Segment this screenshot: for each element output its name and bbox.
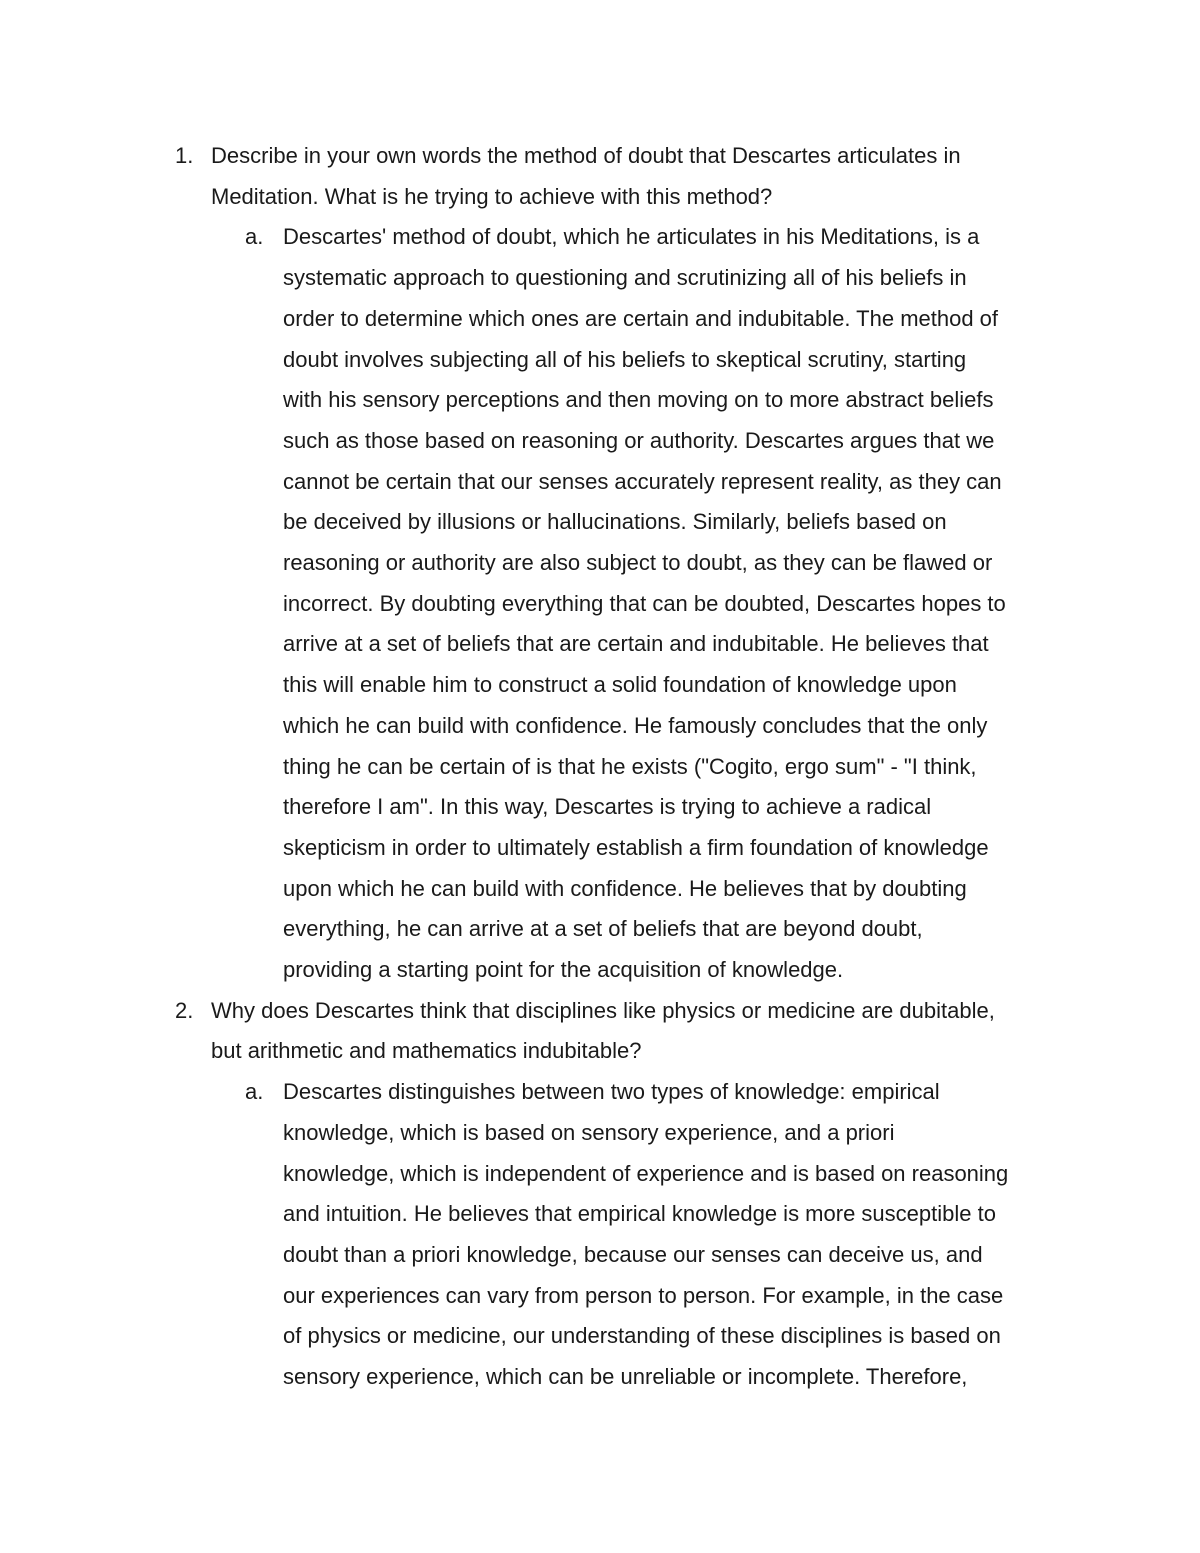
answer-text: Descartes distinguishes between two types of knowledge: empirical knowledge, which is based on sensory experience, and a priori knowledge, which is independent of experience and is based on reasoning and intuition. He believes that empirical knowledge is more susceptible to doubt than a priori knowledge, because our senses can deceive us, and our experiences can vary from person to person. For example, in the case of physics or medicine, our understanding of these disciplines is based on sensory experience, which can be unreliable or incomplete. Therefore, <box>283 1079 1009 1390</box>
answer-item <box>0 217 1200 990</box>
question-item <box>0 991 1200 1398</box>
question-number: 1. <box>175 143 194 168</box>
question-text: Describe in your own words the method of doubt that Descartes articulates in Meditation. What is he trying to achieve with this method? <box>211 143 961 209</box>
answer-letter: a. <box>245 1079 264 1105</box>
question-list <box>0 136 1200 1398</box>
answer-item <box>0 1072 1200 1398</box>
question-number: 2. <box>175 997 194 1023</box>
question-text: Why does Descartes think that disciplines like physics or medicine are dubitable, but arithmetic and mathematics indubitable? <box>211 997 995 1064</box>
question-item <box>0 136 1200 991</box>
answer-text: Descartes' method of doubt, which he articulates in his Meditations, is a systematic approach to questioning and scrutinizing all of his beliefs in order to determine which ones are certain and indubitable. The method of doubt involves subjecting all of his beliefs to skeptical scrutiny, starting with his sensory perceptions and then moving on to more abstract beliefs such as those based on reasoning or authority. Descartes argues that we cannot be certain that our senses accurately represent reality, as they can be deceived by illusions or hallucinations. Similarly, beliefs based on reasoning or authority are also subject to doubt, as they can be flawed or incorrect. By doubting everything that can be doubted, Descartes hopes to arrive at a set of beliefs that are certain and indubitable. He believes that this will enable him to construct a solid foundation of knowledge upon which he can build with confidence. He famously concludes that the only thing he can be certain of is that he exists ("Cogito, ergo sum" - "I think, therefore I am". In this way, Descartes is trying to achieve a radical skepticism in order to ultimately establish a firm foundation of knowledge upon which he can build with confidence. He believes that by doubting everything, he can arrive at a set of beliefs that are beyond doubt, providing a starting point for the acquisition of knowledge. <box>283 224 1006 983</box>
answer-letter: a. <box>245 224 264 250</box>
